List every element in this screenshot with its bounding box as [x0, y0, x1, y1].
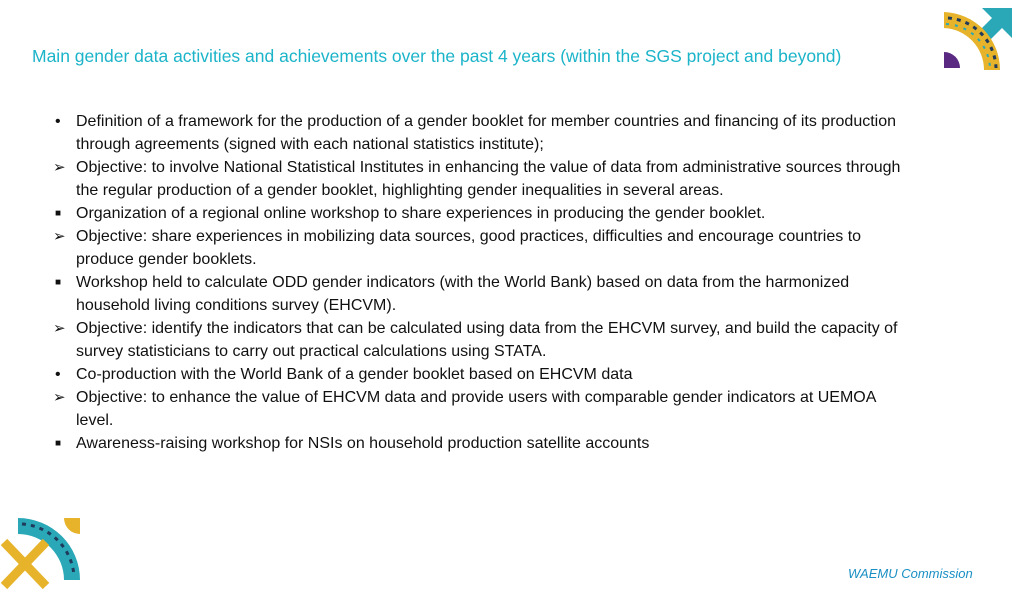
list-item-text: Workshop held to calculate ODD gender indicators (with the World Bank) based on data from the harmonized household living conditions survey (EHCVM).: [76, 274, 850, 314]
list-item-text: Objective: to involve National Statistical Institutes in enhancing the value of data from administrative sources through the regular production of a gender booklet, highlighting gender inequalities in several areas.: [76, 159, 901, 199]
gender-symbol-logo-icon: [938, 6, 1014, 76]
list-item-text: Objective: identify the indicators that can be calculated using data from the EHCVM survey, and build the capacity of survey statisticians to carry out practical calculations using STATA.: [76, 320, 898, 360]
list-item: [52, 386, 912, 432]
list-item-text: Objective: share experiences in mobilizing data sources, good practices, difficulties and encourage countries to produce gender booklets.: [76, 228, 862, 268]
list-item-text: Objective: to enhance the value of EHCVM data and provide users with comparable gender indicators at UEMOA level.: [76, 389, 876, 429]
list-item: [52, 317, 912, 363]
list-item: [52, 110, 912, 156]
list-item: [52, 156, 912, 202]
gender-symbol-logo-icon: [0, 516, 84, 590]
list-item-text: Definition of a framework for the production of a gender booklet for member countries and financing of its production through agreements (signed with each national statistics institute);: [76, 113, 897, 153]
list-item: [52, 271, 912, 317]
list-item-text: Awareness-raising workshop for NSIs on household production satellite accounts: [76, 435, 650, 452]
bullet-marker: •: [55, 366, 61, 383]
list-item-text: Co-production with the World Bank of a gender booklet based on EHCVM data: [76, 366, 633, 383]
arrow-marker: ➢: [53, 159, 66, 176]
list-item: [52, 432, 912, 455]
page-title: Main gender data activities and achievements over the past 4 years (within the SGS project and beyond): [32, 46, 842, 66]
list-item: [52, 202, 912, 225]
square-marker: ■: [55, 438, 62, 449]
list-item: [52, 363, 912, 386]
arrow-marker: ➢: [53, 389, 66, 406]
bullet-marker: •: [55, 113, 61, 130]
square-marker: ■: [55, 277, 62, 288]
arrow-marker: ➢: [53, 228, 66, 245]
arrow-marker: ➢: [53, 320, 66, 337]
list-item: [52, 225, 912, 271]
square-marker: ■: [55, 208, 62, 219]
activity-list: [52, 110, 912, 455]
footer-credit: WAEMU Commission: [848, 566, 973, 581]
list-item-text: Organization of a regional online workshop to share experiences in producing the gender booklet.: [76, 205, 766, 222]
